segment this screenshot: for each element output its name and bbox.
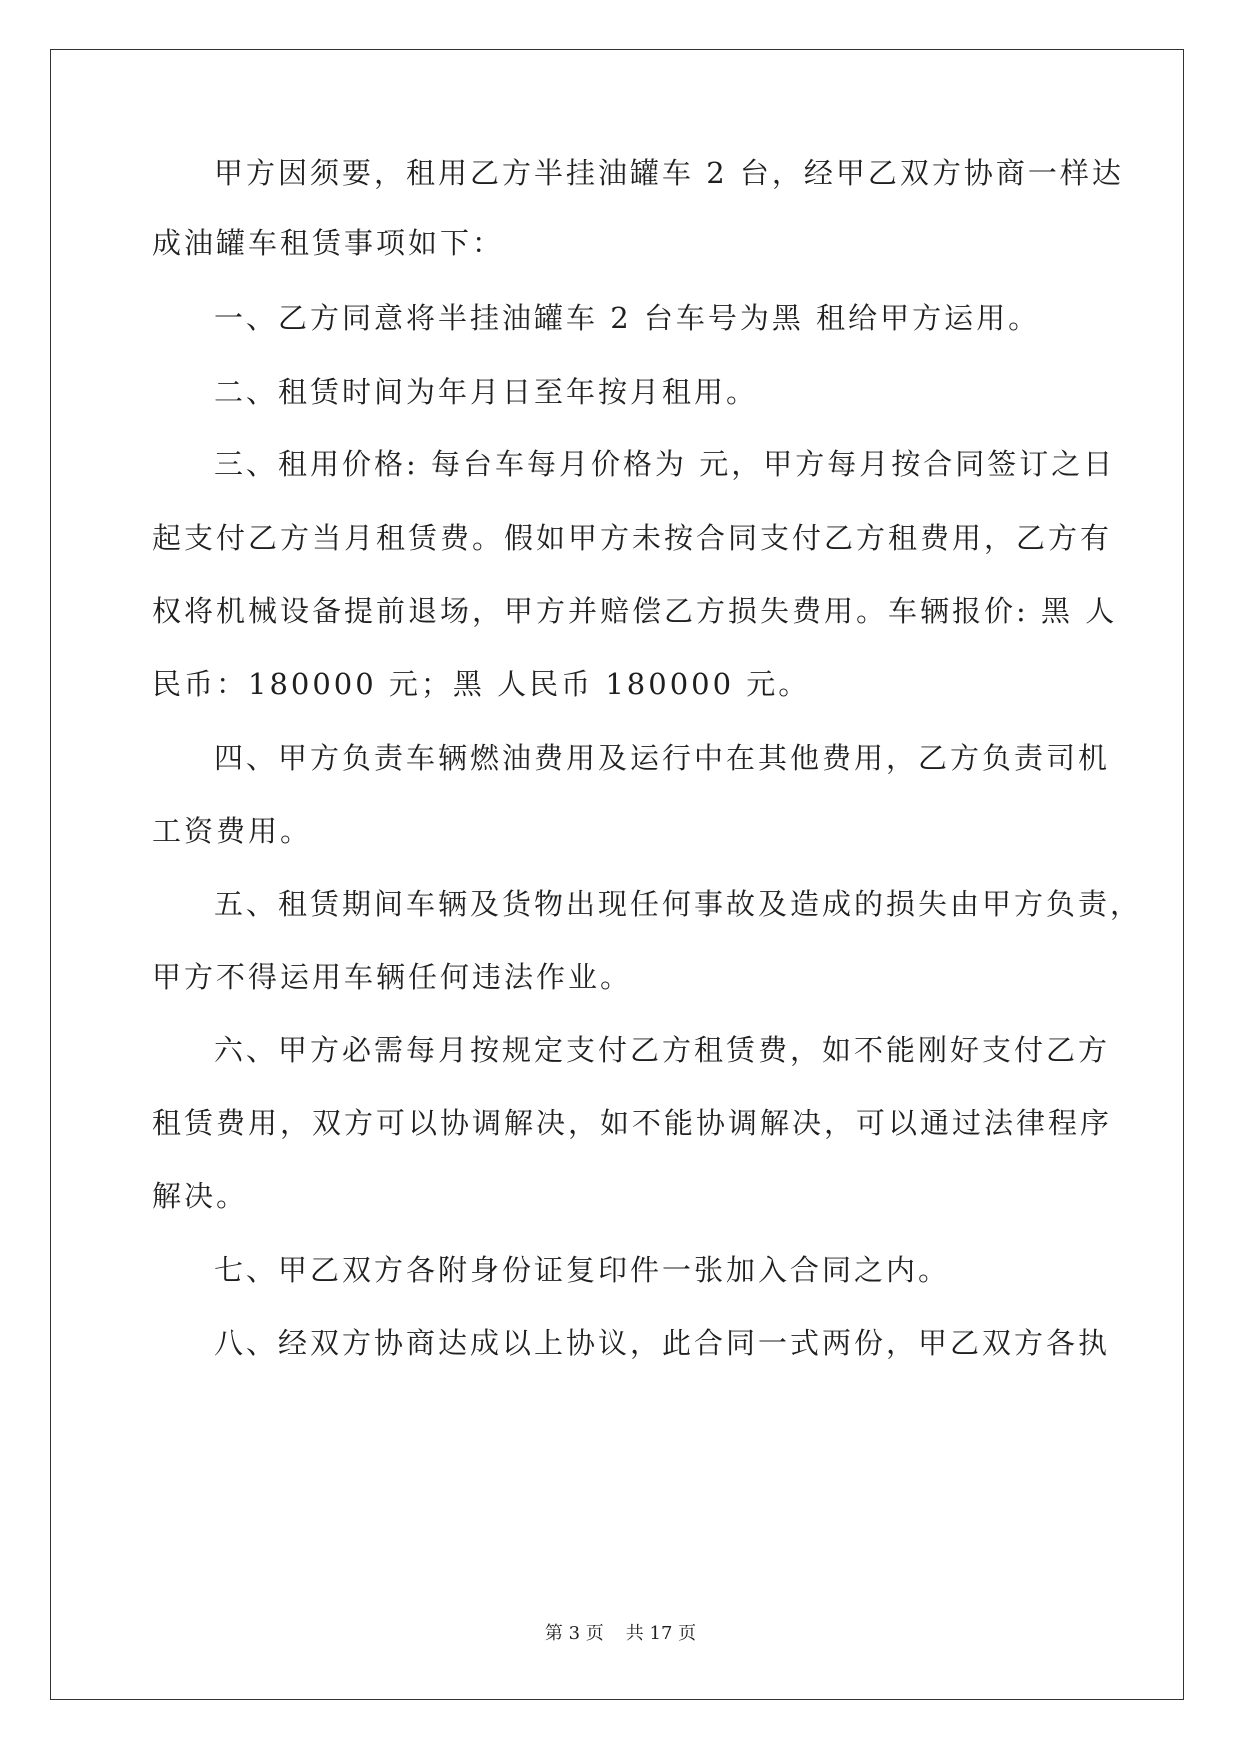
text-line: 一、乙方同意将半挂油罐车 2 台车号为黑 租给甲方运用。 [214,301,1041,335]
text-line: 六、甲方必需每月按规定支付乙方租赁费，如不能刚好支付乙方 [214,1033,1111,1067]
text-line: 租赁费用，双方可以协调解决，如不能协调解决，可以通过法律程序 [152,1106,1113,1140]
text-line: 权将机械设备提前退场，甲方并赔偿乙方损失费用。车辆报价: 黑 人 [152,594,1118,628]
text-line: 成油罐车租赁事项如下： [152,226,505,260]
page-number-current: 第 3 页 [544,1623,604,1644]
text-line: 工资费用。 [152,814,313,848]
page-number-total: 共 17 页 [625,1623,697,1644]
page-footer [0,1622,1241,1646]
text-line: 五、租赁期间车辆及货物出现任何事故及造成的损失由甲方负责， [214,887,1143,921]
page-border [50,49,1184,1700]
text-line: 二、租赁时间为年月日至年按月租用。 [214,375,759,409]
text-line: 七、甲乙双方各附身份证复印件一张加入合同之内。 [214,1253,951,1287]
text-line: 起支付乙方当月租赁费。假如甲方未按合同支付乙方租费用，乙方有 [152,521,1113,555]
text-line: 四、甲方负责车辆燃油费用及运行中在其他费用，乙方负责司机 [214,741,1111,775]
text-line: 甲方不得运用车辆任何违法作业。 [152,960,633,994]
text-line: 解决。 [152,1179,249,1213]
text-line: 八、经双方协商达成以上协议，此合同一式两份，甲乙双方各执 [214,1326,1111,1360]
text-line: 甲方因须要，租用乙方半挂油罐车 2 台，经甲乙双方协商一样达 [214,156,1124,190]
text-line: 民币：180000 元；黑 人民币 180000 元。 [152,667,811,701]
text-line: 三、租用价格: 每台车每月价格为 元，甲方每月按合同签订之日 [214,447,1116,481]
